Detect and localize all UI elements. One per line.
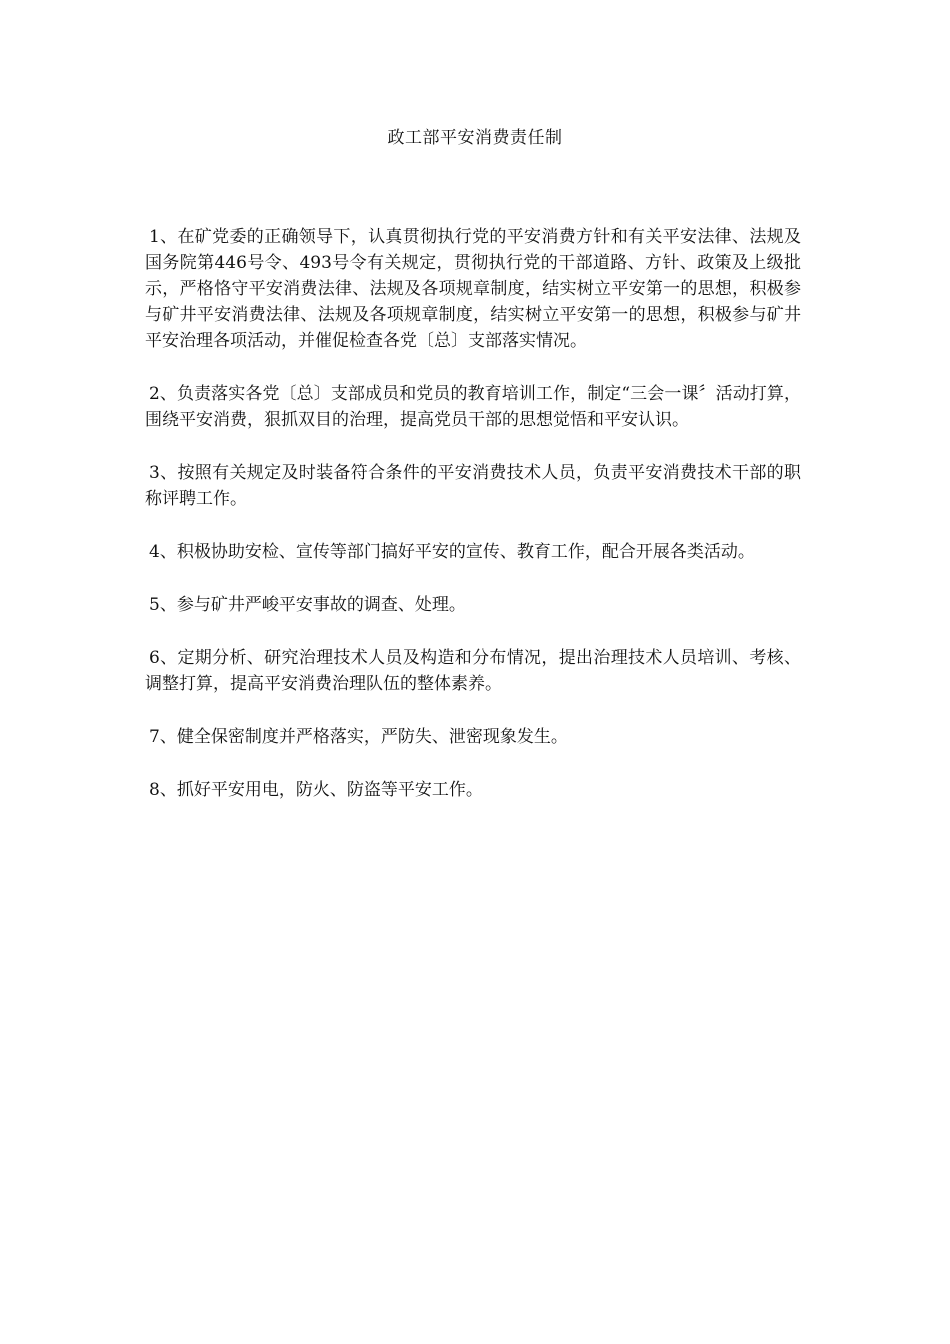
paragraph-3: 3、按照有关规定及时装备符合条件的平安消费技术人员，负责平安消费技术干部的职称评聘工作。 bbox=[145, 463, 801, 509]
paragraph-5: 5、参与矿井严峻平安事故的调查、处理。 bbox=[149, 595, 466, 615]
paragraph-2: 2、负责落实各党〔总〕支部成员和党员的教育培训工作，制定“三会一课〞活动打算，围绕平安消费，狠抓双目的治理，提高党员干部的思想觉悟和平安认识。 bbox=[145, 384, 801, 430]
paragraph-8: 8、抓好平安用电，防火、防盗等平安工作。 bbox=[149, 780, 483, 800]
paragraph-1: 1、在矿党委的正确领导下，认真贯彻执行党的平安消费方针和有关平安法律、法规及国务院第446号令、493号令有关规定，贯彻执行党的干部道路、方针、政策及上级批示，严格恪守平安消费法律、法规及各项规章制度，结实树立平安第一的思想，积极参与矿井平安消费法律、法规及各项规章制度，结实树立平安第一的思想，积极参与矿井平安治理各项活动，并催促检查各党〔总〕支部落实情况。 bbox=[145, 227, 801, 351]
paragraph-4: 4、积极协助安检、宣传等部门搞好平安的宣传、教育工作，配合开展各类活动。 bbox=[149, 542, 755, 562]
paragraph-6: 6、定期分析、研究治理技术人员及构造和分布情况，提出治理技术人员培训、考核、调整打算，提高平安消费治理队伍的整体素养。 bbox=[145, 648, 801, 694]
document-title: 政工部平安消费责任制 bbox=[387, 128, 563, 148]
paragraph-7: 7、健全保密制度并严格落实，严防失、泄密现象发生。 bbox=[149, 727, 568, 747]
document-body bbox=[145, 224, 801, 830]
